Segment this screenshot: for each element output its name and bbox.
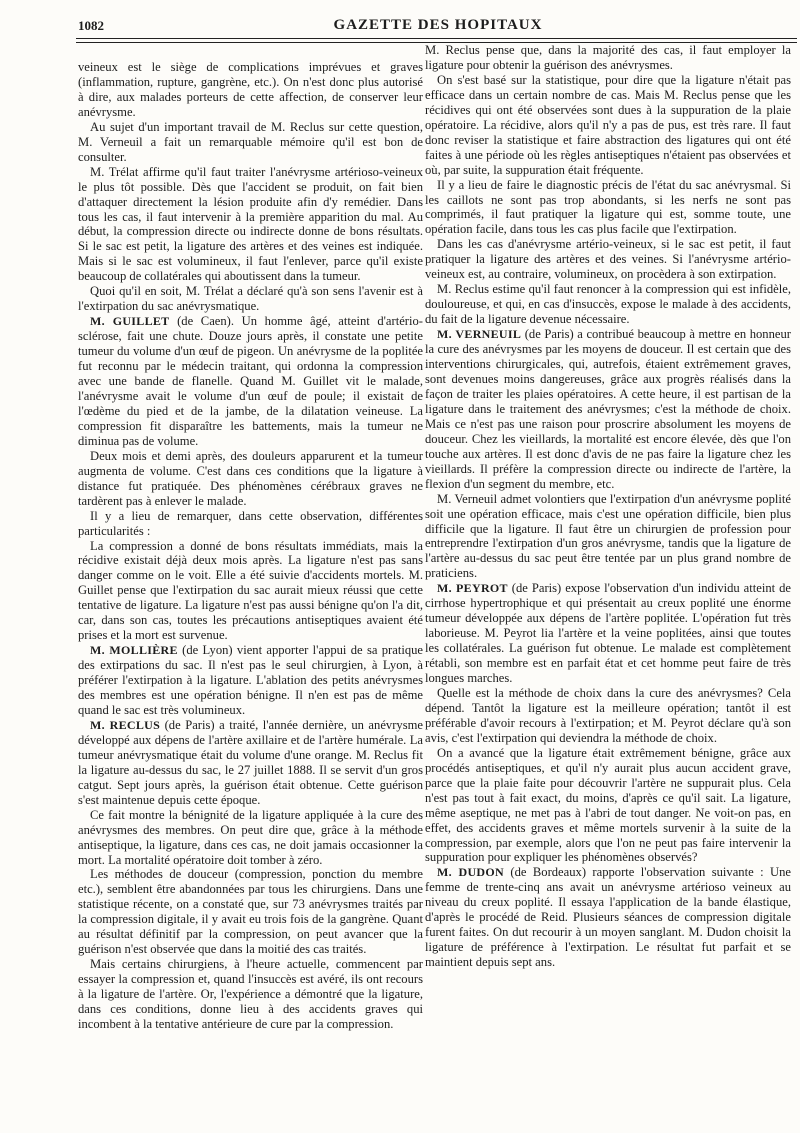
right-column xyxy=(425,43,791,970)
paragraph-text: Il y a lieu de faire le diagnostic précis de l'état du sac anévrysmal. Si les caillots ne sont pas trop abondants, si les nerfs ne sont pas comprimés, il faut pratiquer la ligature qui est, somme toute, une opération facile, dans tous les cas plus facile que l'extirpation. xyxy=(425,177,791,237)
page-header xyxy=(78,14,798,36)
paragraph xyxy=(425,865,791,970)
paragraph xyxy=(425,178,791,238)
paragraph-text: Quoi qu'il en soit, M. Trélat a déclaré qu'à son sens l'avenir est à l'extirpation du sac anévrysmatique. xyxy=(78,284,423,314)
paragraph xyxy=(78,165,423,285)
paragraph xyxy=(78,449,423,509)
paragraph xyxy=(78,539,423,644)
paragraph xyxy=(78,314,423,449)
paragraph xyxy=(425,282,791,327)
paragraph-text: M. Verneuil admet volontiers que l'extirpation d'un anévrysme poplité soit une opération efficace, mais c'est une opération difficile, bien plus difficile que la ligature. Il faut être un chirurgien de profession pour entreprendre l'extirpation d'un gros anévrysme, tandis que la ligature de l'artère au-dessus du sac peut être tentée par un plus grand nombre de praticiens. xyxy=(425,491,791,581)
paragraph-text: M. Reclus estime qu'il faut renoncer à la compression qui est infidèle, douloureuse, et qui, en cas d'insuccès, expose le malade à des accidents, du fait de la ligature devenue nécessaire. xyxy=(425,282,791,327)
paragraph xyxy=(78,718,423,808)
speaker-name: M. DUDON xyxy=(437,865,504,880)
paragraph xyxy=(425,746,791,866)
paragraph-text: (de Caen). Un homme âgé, atteint d'artério-sclérose, fait une chute. Douze jours après, il constate une petite tumeur du volume d'un œuf de pigeon. Un anévrysme de la poplitée fut reconnu par le médecin traitant, qui ordonna la compression avec une bande de flanelle. Quand M. Guillet vit le malade, l'anévrysme avait le volume d'un œuf de poule; il existait de l'œdème du pied et de la jambe, de la dilatation veineuse. La compression fit disparaître les battements, mais la tumeur ne diminua pas de volume. xyxy=(78,314,423,448)
paragraph-text: La compression a donné de bons résultats immédiats, mais la récidive existait déjà deux mois après. La ligature n'est pas sans danger comme on le voit. Elle a été suivie d'accidents mortels. M. Guillet pense que l'extirpation du sac aurait mieux réussi que cette tentative de ligature. La ligature n'est pas aussi bénigne qu'on l'a dit, car, dans son cas, toutes les précautions antiseptiques avaient été prises et la mort est survenue. xyxy=(78,538,423,643)
paragraph-text: Deux mois et demi après, des douleurs apparurent et la tumeur augmenta de volume. C'est dans ces conditions que la ligature à distance fut pratiquée. Des phénomènes cérébraux graves ne tardèrent pas à enlever le malade. xyxy=(78,448,423,508)
speaker-name: M. VERNEUIL xyxy=(437,327,522,342)
paragraph-text: Dans les cas d'anévrysme artério-veineux, si le sac est petit, il faut pratiquer la ligature des artères et des veines. Si l'anévrysme artério-veineux est, au contraire, volumineux, on procèdera à son extirpation. xyxy=(425,237,791,282)
paragraph xyxy=(78,643,423,718)
paragraph xyxy=(78,509,423,539)
paragraph xyxy=(78,284,423,314)
paragraph xyxy=(425,327,791,491)
speaker-name: M. PEYROT xyxy=(437,581,508,596)
paragraph xyxy=(78,867,423,957)
paragraph xyxy=(78,808,423,868)
paragraph-text: Mais certains chirurgiens, à l'heure actuelle, commencent par essayer la compression et, quand l'insuccès est avéré, ils ont recours à la ligature de l'artère. Or, l'expérience a démontré que la ligature, dans ces conditions, donne lieu à des accidents graves qui incombent à la tentative antérieure de cure par la compression. xyxy=(78,957,423,1031)
paragraph xyxy=(425,686,791,746)
paragraph-text: (de Paris) a contribué beaucoup à mettre en honneur la cure des anévrysmes par les moyens de douceur. Il est certain que des interventions chirurgicales, qui, autrefois, étaient extrêmement graves, sont devenues moins dangereuses, grâce aux progrès réalisés dans la façon de traiter les plaies opératoires. A cette heure, il est partisan de la ligature dans le traitement des anévrysmes; c'est la méthode de choix. Mais ce n'est pas une raison pour proscrire absolument les moyens de douceur. Chez les vieillards, la mortalité est encore élevée, dès que l'on touche aux artères. Il est donc d'avis de ne pas faire la ligature chez les vieillards. Il préfère la compression directe ou indirecte de l'artère, la flexion d'un segment du membre, etc. xyxy=(425,327,791,491)
paragraph-text: On s'est basé sur la statistique, pour dire que la ligature n'était pas efficace dans un certain nombre de cas. Mais M. Reclus pense que les récidives qui ont été observées sont dues à la suppuration de la plaie opératoire. La récidive, alors qu'il n'y a pas de pus, est très rare. Il faut donc reviser la statistique et faire abstraction des ligatures qui ont été faites à une période où les règles antiseptiques n'étaient pas observées et où, par suite, la suppuration était fréquente. xyxy=(425,72,791,177)
page-number: 1082 xyxy=(78,18,104,33)
paragraph-text: (de Paris) a traité, l'année dernière, un anévrysme développé aux dépens de l'artère axillaire et de l'artère humérale. La tumeur anévrysmatique était du volume d'une orange. M. Reclus fit la ligature au-dessus du sac, le 27 juillet 1888. Il se servit d'un gros catgut. Sept jours après, la guérison était obtenue. Cette guérison s'est maintenue depuis cette époque. xyxy=(78,717,423,807)
paragraph xyxy=(78,120,423,165)
paragraph xyxy=(425,492,791,582)
paragraph xyxy=(425,237,791,282)
paragraph-text: (de Paris) expose l'observation d'un individu atteint de cirrhose hypertrophique et qui présentait au creux poplité une énorme tumeur développée aux dépens de l'artère poplitée. L'opération fut très laborieuse. M. Peyrot lia l'artère et la veine poplitées, ainsi que toutes les collatérales. La guérison fut obtenue. Le malade est complètement rétabli, son membre est en parfait état et cet homme peut faire de très longues marches. xyxy=(425,581,791,686)
paragraph xyxy=(425,73,791,178)
left-column xyxy=(78,60,423,1032)
speaker-name: M. RECLUS xyxy=(90,717,161,732)
paragraph xyxy=(425,581,791,686)
paragraph xyxy=(425,43,791,73)
paragraph-text: On a avancé que la ligature était extrêmement bénigne, grâce aux procédés antiseptiques, et qu'il n'y aurait plus aucun accident grave, parce que la plaie faite pour découvrir l'artère ne suppurait plus. Cela n'est pas tout à fait exact, du moins, d'après ce qu'il sait. La ligature, même aseptique, ne met pas à l'abri de tout danger. Ne voit-on pas, en effet, des accidents graves et même mortels survenir à la suite de la compression, par exemple, alors que l'on ne peut pas faire intervenir la suppuration pour expliquer les phénomènes observés? xyxy=(425,745,791,865)
paragraph-text: veineux est le siège de complications imprévues et graves (inflammation, rupture, gangrène, etc.). On n'est donc plus autorisé à dire, aux malades porteurs de cette affection, de conserver leur anévrysme. xyxy=(78,60,423,119)
paragraph-text: Au sujet d'un important travail de M. Reclus sur cette question, M. Verneuil a fait un remarquable mémoire qu'il est bon de consulter. xyxy=(78,119,423,164)
paragraph-text: (de Bordeaux) rapporte l'observation suivante : Une femme de trente-cinq ans avait un anévrysme artérioso veineux au niveau du creux poplité. Il essaya l'application de la bande élastique, d'après le procédé de Reid. Plusieurs séances de compression digitale furent faites. On dut recourir à un moyen sanglant. M. Dudon choisit la ligature de préférence à l'extirpation. Le résultat fut parfait et se maintient depuis sept ans. xyxy=(425,865,791,970)
paragraph-text: Il y a lieu de remarquer, dans cette observation, différentes particularités : xyxy=(78,508,423,538)
paragraph-text: M. Reclus pense que, dans la majorité des cas, il faut employer la ligature pour obtenir la guérison des anévrysmes. xyxy=(425,43,791,72)
journal-title: GAZETTE DES HOPITAUX xyxy=(333,17,543,33)
paragraph-text: (de Lyon) vient apporter l'appui de sa pratique des extirpations du sac. Il n'est pas le seul chirurgien, à Lyon, à préférer l'extirpation à la ligature. L'ablation des petits anévrysmes des membres est une opération bénigne. Il n'en est pas de même quand le sac est très volumineux. xyxy=(78,643,424,717)
paragraph-text: M. Trélat affirme qu'il faut traiter l'anévrysme artérioso-veineux le plus tôt possible. Dès que l'accident se produit, on fait bien d'attaquer directement la lésion produite afin d'y remédier. Dans tous les cas, il faut intervenir à la première apparition du mal. Au début, la compression directe ou indirecte donne de bons résultats. Si le sac est petit, la ligature des artères et des veines est indiquée. Mais si le sac est volumineux, il faut l'enlever, parce qu'il existe beaucoup de collatérales qui aboutissent dans la tumeur. xyxy=(78,164,423,284)
speaker-name: M. MOLLIÈRE xyxy=(90,643,178,658)
paragraph xyxy=(78,957,423,1032)
paragraph xyxy=(78,60,423,120)
speaker-name: M. GUILLET xyxy=(90,314,170,329)
paragraph-text: Ce fait montre la bénignité de la ligature appliquée à la cure des anévrysmes des membres. On peut dire que, grâce à la méthode antiseptique, la ligature, dans ces cas, ne doit jamais occasionner la mort. La mortalité opératoire doit tomber à zéro. xyxy=(78,807,423,867)
header-rule xyxy=(76,38,797,39)
paragraph-text: Les méthodes de douceur (compression, ponction du membre etc.), semblent être abandonnées par tous les chirurgiens. Dans une statistique récente, on a constaté que, sur 73 anévrysmes traités par la compression digitale, il y avait eu trois fois de la gangrène. Quant au résultat définitif par la compression, on peut avancer que la guérison n'est observée que dans la moitié des cas traités. xyxy=(78,867,423,957)
paragraph-text: Quelle est la méthode de choix dans la cure des anévrysmes? Cela dépend. Tantôt la ligature est la meilleure opération; tantôt il est préférable d'avoir recours à l'extirpation; et M. Peyrot déclare qu'à son avis, c'est l'extirpation qui deviendra la méthode de choix. xyxy=(425,685,791,745)
